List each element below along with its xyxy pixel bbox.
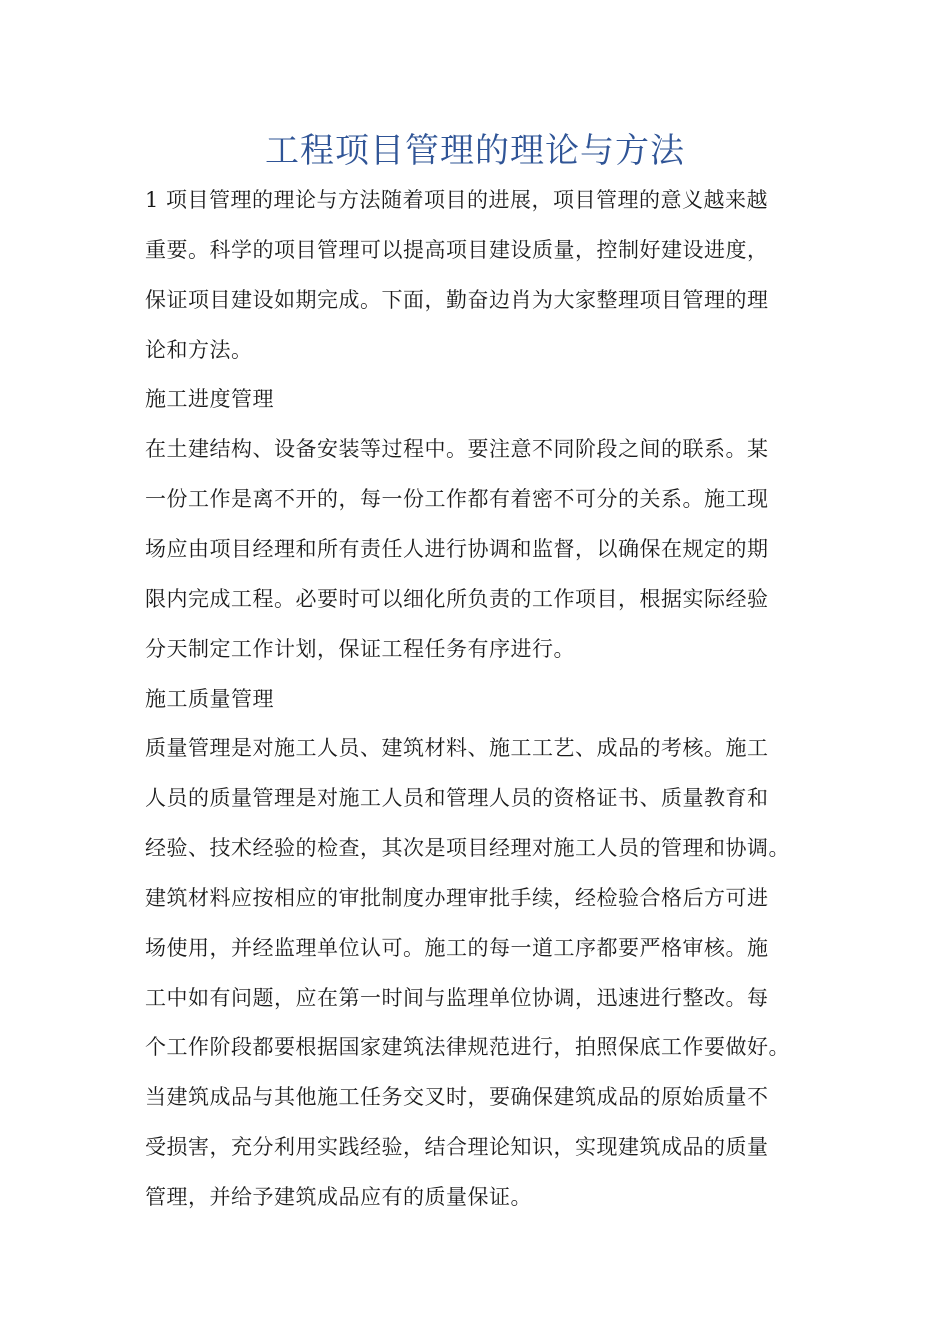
section-heading: 施工进度管理 (145, 387, 274, 411)
text-line: 场使用，并经监理单位认可。施工的每一道工序都要严格审核。施 (145, 936, 769, 960)
text-line: 工中如有问题，应在第一时间与监理单位协调，迅速进行整改。每 (145, 986, 769, 1010)
text-line: 限内完成工程。必要时可以细化所负责的工作项目，根据实际经验 (145, 587, 769, 611)
text-line: 论和方法。 (145, 338, 253, 362)
text-line: 经验、技术经验的检查，其次是项目经理对施工人员的管理和协调。 (145, 836, 790, 860)
text-line: 建筑材料应按相应的审批制度办理审批手续，经检验合格后方可进 (145, 886, 769, 910)
text-line: 人员的质量管理是对施工人员和管理人员的资格证书、质量教育和 (145, 786, 769, 810)
text-line: 在土建结构、设备安装等过程中。要注意不同阶段之间的联系。某 (145, 437, 769, 461)
text-line: 重要。科学的项目管理可以提高项目建设质量，控制好建设进度， (145, 238, 769, 262)
text-line: 质量管理是对施工人员、建筑材料、施工工艺、成品的考核。施工 (145, 736, 769, 760)
text-line: 当建筑成品与其他施工任务交叉时，要确保建筑成品的原始质量不 (145, 1085, 769, 1109)
text-line: 分天制定工作计划，保证工程任务有序进行。 (145, 637, 575, 661)
text-line: 保证项目建设如期完成。下面，勤奋边肖为大家整理项目管理的理 (145, 288, 769, 312)
text-line: 受损害，充分利用实践经验，结合理论知识，实现建筑成品的质量 (145, 1135, 769, 1159)
text-line: 一份工作是离不开的，每一份工作都有着密不可分的关系。施工现 (145, 487, 769, 511)
section-heading: 施工质量管理 (145, 687, 274, 711)
text-line: 场应由项目经理和所有责任人进行协调和监督，以确保在规定的期 (145, 537, 769, 561)
text-line: 个工作阶段都要根据国家建筑法律规范进行，拍照保底工作要做好。 (145, 1035, 790, 1059)
text-line: 管理，并给予建筑成品应有的质量保证。 (145, 1185, 532, 1209)
document-title: 工程项目管理的理论与方法 (265, 131, 685, 171)
text-line: 1 项目管理的理论与方法随着项目的进展，项目管理的意义越来越 (145, 188, 769, 212)
